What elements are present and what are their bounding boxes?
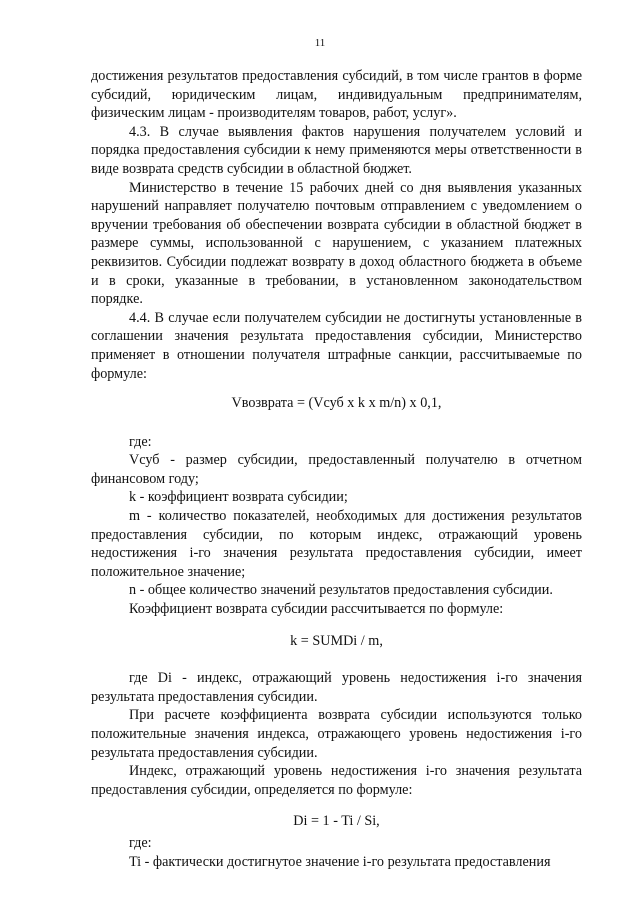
definition-ti: Ti - фактически достигнутое значение i-го результата предоставления [129, 853, 551, 870]
formula-coefficient: k = SUMDi / m, [290, 632, 383, 649]
page-number: 11 [314, 37, 326, 49]
paragraph-4-3: 4.3. В случае выявления фактов нарушения получателем условий и порядка предоставления субсидии к нему применяются меры ответственности в виде возврата средств субсидии в областной бюджет. [91, 123, 582, 177]
paragraph-coefficient-intro: Коэффициент возврата субсидии рассчитывается по формуле: [129, 601, 504, 618]
definition-vsub: Vсуб - размер субсидии, предоставленный получателю в отчетном финансовом году; [91, 452, 582, 487]
definition-di: где Di - индекс, отражающий уровень недостижения i-го значения результата предоставления субсидии. [91, 670, 582, 705]
paragraph-4-4: 4.4. В случае если получателем субсидии не достигнуты установленные в соглашении значения результата предоставления субсидии, Министерство применяет в отношении получателя штрафные санкции, рассчитываемые по формуле: [91, 309, 582, 382]
formula-index: Di = 1 - Ti / Si, [293, 813, 380, 830]
definition-n: n - общее количество значений результатов предоставления субсидии. [129, 582, 553, 599]
paragraph-positive-values: При расчете коэффициента возврата субсидии используются только положительные значения индекса, отражающего уровень недостижения i-го результата предоставления субсидии. [91, 707, 582, 761]
paragraph-continuation: достижения результатов предоставления субсидий, в том числе грантов в форме субсидий, юридическим лицам, индивидуальным предпринимателям, физическим лицам - производителям товаров, работ, услуг». [91, 68, 582, 122]
where-label-2: где: [129, 834, 152, 851]
where-label: где: [129, 433, 152, 450]
definition-m: m - количество показателей, необходимых для достижения результатов предоставления субсидии, по которым индекс, отражающий уровень недостижения i-го значения результата предоставления субсидии, имеет положительное значение; [91, 508, 582, 580]
document-body [91, 67, 582, 871]
formula-refund: Vвозврата = (Vсуб x k x m/n) x 0,1, [231, 395, 442, 412]
paragraph-ministry-notice: Министерство в течение 15 рабочих дней со дня выявления указанных нарушений направляет получателю почтовым отправлением с уведомлением о вручении требования об обеспечении возврата субсидии в областной бюджет в размере суммы, использованной с нарушением, с указанием платежных реквизитов. Субсидии подлежат возврату в доход областного бюджета в объеме и в сроки, указанные в требовании, в установленном законодательством порядке. [91, 179, 582, 308]
definition-k: k - коэффициент возврата субсидии; [129, 489, 348, 506]
paragraph-index-intro: Индекс, отражающий уровень недостижения i-го значения результата предоставления субсидии, определяется по формуле: [91, 763, 582, 798]
